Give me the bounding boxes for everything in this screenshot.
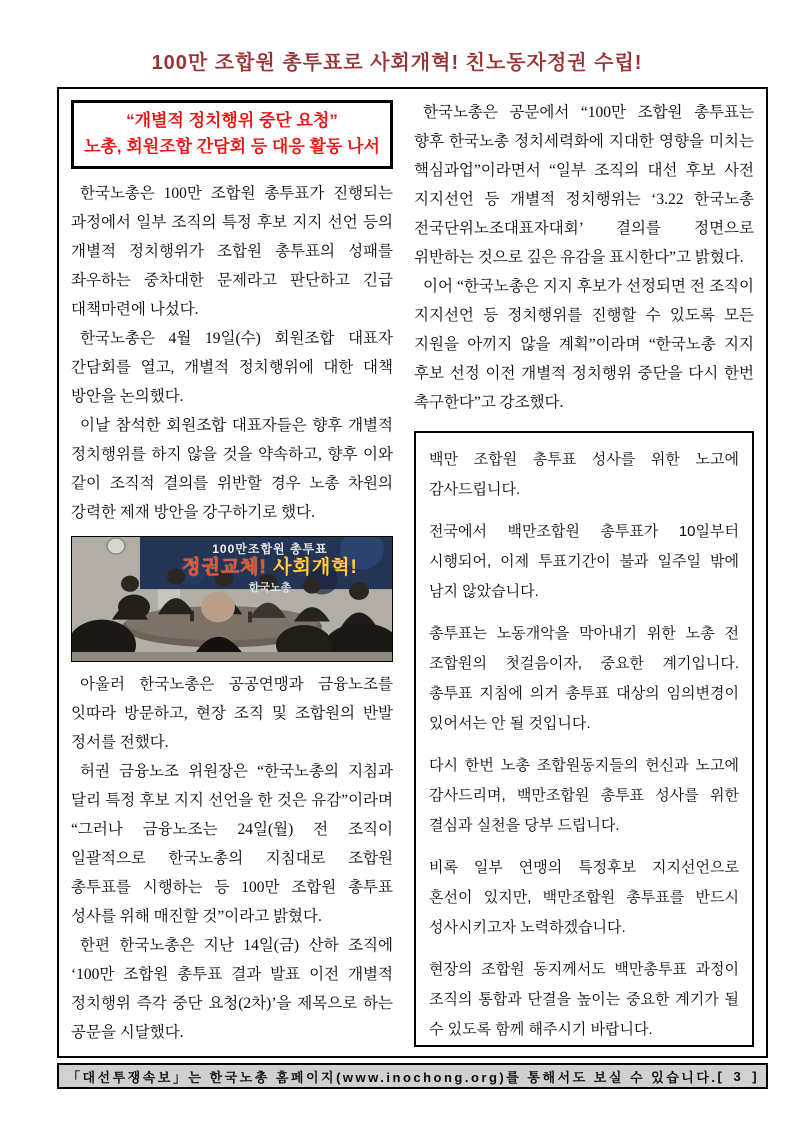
photo-banner-line2 — [142, 557, 393, 579]
meeting-photo — [71, 536, 393, 662]
page-title: 100만 조합원 총투표로 사회개혁! 친노동자정권 수립! — [151, 52, 643, 74]
article-paragraph: 한국노총은 100만 조합원 총투표가 진행되는 과정에서 일부 조직의 특정 후보 지지 선언 등의 개별적 정치행위가 조합원 총투표의 성패를 좌우하는 중차대한 문제라고 판단하고 긴급 대책마련에 나섰다. — [71, 185, 393, 318]
letter-paragraph: 총투표는 노동개악을 막아내기 위한 노총 전 조합원의 첫걸음이자, 중요한 계기입니다. 총투표 지침에 의거 총투표 대상의 임의변경이 있어서는 안 될 것입니다. — [429, 625, 739, 732]
article-paragraph: 이어 “한국노총은 지지 후보가 선정되면 전 조직이 지지선언 등 정치행위를 진행할 수 있도록 모든 지원을 아끼지 않을 계획”이라며 “한국노총 지지 후보 선정 이전 개별적 정치행위 중단을 다시 한번 촉구한다”고 강조했다. — [414, 278, 754, 411]
article-paragraph: 한국노총은 4월 19일(수) 회원조합 대표자 간담회를 열고, 개별적 정치행위에 대한 대책 방안을 논의했다. — [71, 330, 393, 405]
photo-banner-slogan-right: 사회개혁! — [273, 557, 358, 578]
main-content-box — [57, 87, 768, 1058]
footer-bar — [57, 1063, 768, 1089]
letter-paragraph: 백만 조합원 총투표 성사를 위한 노고에 감사드립니다. — [429, 451, 739, 498]
article-paragraph: 한편 한국노총은 지난 14일(금) 산하 조직에 ‘100만 조합원 총투표 결과 발표 이전 개별적 정치행위 즉각 중단 요청(2차)’을 제목으로 하는 공문을 시달했다. — [71, 937, 393, 1041]
photo-banner — [142, 537, 393, 595]
article-paragraph: 한국노총은 공문에서 “100만 조합원 총투표는 향후 한국노총 정치세력화에 지대한 영향을 미치는 핵심과업”이라면서 “일부 조직의 대선 후보 사전 지지선언 등 개별적 정치행위는 ‘3.22 한국노총 전국단위노조대표자대회’ 결의를 정면으로 위반하는 것으로 깊은 유감을 표시한다”고 밝혔다. — [414, 104, 754, 266]
headline-box — [71, 100, 393, 169]
left-column — [71, 98, 393, 1047]
photo-banner-slogan-left: 정권교체! — [182, 557, 267, 578]
letter-paragraph: 전국에서 백만조합원 총투표가 10일부터 시행되어, 이제 투표기간이 불과 일주일 밖에 남지 않았습니다. — [429, 523, 739, 600]
photo-banner-line1: 100만조합원 총투표 — [212, 542, 328, 556]
photo-banner-line3: 한국노총 — [248, 582, 292, 594]
letter-paragraph: 다시 한번 노총 조합원동지들의 헌신과 노고에 감사드리며, 백만조합원 총투표 성사를 위한 결심과 실천을 당부 드립니다. — [429, 757, 739, 834]
article-paragraph: 허권 금융노조 위원장은 “한국노총의 지침과 달리 특정 후보 지지 선언을 한 것은 유감”이라며 “그러나 금융노조는 24일(월) 전 조직이 일괄적으로 한국노총의 지침대로 조합원 총투표를 시행하는 등 100만 조합원 총투표 성사를 위해 매진할 것”이라고 밝혔다. — [71, 763, 393, 925]
headline-line1: “개별적 정치행위 중단 요청” — [126, 111, 338, 130]
right-column — [414, 98, 754, 1047]
chairman-letter-box — [414, 431, 754, 1047]
headline-line2: 노총, 회원조합 간담회 등 대응 활동 나서 — [84, 137, 380, 156]
letter-paragraph: 비록 일부 연맹의 특정후보 지지선언으로 혼선이 있지만, 백만조합원 총투표를 반드시 성사시키고자 노력하겠습니다. — [429, 859, 739, 936]
article-paragraph: 이날 참석한 회원조합 대표자들은 향후 개별적 정치행위를 하지 않을 것을 약속하고, 향후 이와 같이 조직적 결의를 위반할 경우 노총 차원의 강력한 제재 방안을 강구하기로 했다. — [71, 417, 393, 521]
footer-page-number: [ 3 ] — [717, 1068, 761, 1084]
letter-paragraph: 현장의 조합원 동지께서도 백만총투표 과정이 조직의 통합과 단결을 높이는 중요한 계기가 될 수 있도록 함께 해주시기 바랍니다. — [429, 961, 739, 1038]
article-paragraph: 아울러 한국노총은 공공연맹과 금융노조를 잇따라 방문하고, 현장 조직 및 조합원의 반발 정서를 전했다. — [71, 676, 393, 751]
footer-text: 「대선투쟁속보」는 한국노총 홈페이지(www.inochong.org)를 통해서도 보실 수 있습니다. — [67, 1069, 718, 1085]
